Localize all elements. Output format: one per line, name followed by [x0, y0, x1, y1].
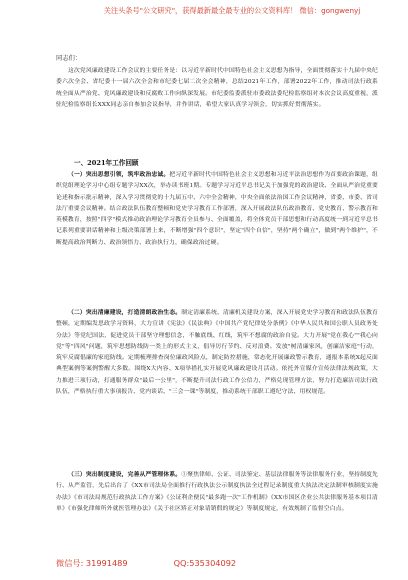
paragraph-3-body: ①聚焦律师、公证、司法鉴定、基层法律服务等法律服务行业，坚持制度先行、从严监管，先后出台了《XX市司法局全面推行行政执法公示制度执法全过程记录制度重大执法决定法制审核制度实施办法》《市司法局规范行政执法工作方案》《公证利企便民"最多跑一次"工作机制》《XX市国区企业公共法律服务基本项目清单》《市强化律师所外就医管理办法》《关于社区矫正对象请销假的规定》等制度规定，有效规制了监督空白点。 [56, 472, 378, 512]
review-paragraph-2 [56, 308, 378, 398]
paragraph-3-lead: （三）突出制度建设，完善从严管理体系。 [68, 472, 182, 478]
review-paragraph-3 [56, 470, 378, 550]
qq-contact: QQ:535304092 [173, 558, 237, 568]
wechat-contact: 微信号: 31991489 [56, 558, 128, 568]
paragraph-2-lead: （二）突出清廉建设，打造清朗政治生态。 [68, 310, 182, 316]
promo-banner-text: 关注头条号"公文研究"，获得最新最全最专业的公文资料库！ 微信：gongwenyj [103, 6, 361, 15]
contact-line [56, 557, 356, 569]
salutation: 同志们： [56, 55, 82, 62]
review-paragraph-1 [56, 170, 378, 249]
paragraph-1-lead: （一）突出思想引领，筑牢政治忠诚。 [68, 172, 170, 178]
paragraph-2-body: 制定清廉系统、清廉机关建设方案，深入开展党史学习教育和政法队伍教育整顿，定期编发思政学习资料，大力宣讲《宪法》《民法典》《中国共产党纪律处分条例》《中华人民共和国公职人员政务处分法》等党纪国法，促进党员干部坚守理想信念，不触底线、红线，筑牢不想腐的政治自觉。大力开展"党在我心""我心向党"等"四风"问题，筑牢思想防线防一类上的形式主义，倡导厉行节约、反对浪费。发放"树清廉家风，创廉洁家庭"行动，筑牢反腐倡廉的家庭防线。定期梳理排查岗位廉政风险点，制定防控措施，常态化开展廉政警示教育，通报本系统X起反面典型案例等案例警醒大多数。围绕X大内容、X项举措扎实开展党风廉政建设月活动。依托外宣媒介宣传法律法规政策，大力推进三项行动，打通服务群众"最后一公里"，不断提升司法行政工作公信力，严格兑现管理方法，努力打造廉洁司法行政队伍，严格执行重大事项报告、党内谈话、"三会一课"等制度，推动系统干部职工遵纪守法、用权规范。 [56, 310, 378, 396]
intro-paragraph: 这次党风廉政建设工作会议的主要任务是：以习近平新时代中国特色社会主义思想为指导，全面贯彻落实十九届中央纪委六次全会、省纪委十一届六次全会和市纪委七届二次全会精神，总结2021年工作，部署2022年工作，推动司法行政系统全面从严治党、党风廉政建设和反腐败工作向纵深发展。市纪委监委派驻市委政法委纪检监察组对本次会议高度重视，派驻纪检监察组长XXX同志亲自参加会议指导，并作讲话，希望大家认真学习领会，切实抓好贯彻落实。 [56, 68, 378, 108]
promo-banner-top [0, 0, 408, 56]
paragraph-1-body: 把习近平新时代中国特色社会主义思想和习近平法治思想作为首要政治课题，组织党组理论学习中心组专题学习XX次，举办读书班1期。专题学习习近平总书记关于加强党的政治建设、全面从严治党重要论述和指示批示精神，深入学习贯彻党的十九届五中、六中全会精神，中央全面依法治国工作会议精神，省委、市委、省司法厅重要会议精神。结合政法队伍教育整顿和党史学习教育工作部署，深入开展政法队伍政治教育、党史教育、警示教育和英模教育，按照"四学"模式推动政治理论学习教育全员参与、全面覆盖，将全体党员干部思想和行动高度统一到习近平总书记系列重要讲话精神和上级决策部署上来，不断增强"四个意识"，坚定"四个自信"，坚持"两个确立"，做到"两个维护"，不断提高政治判断力、政治领悟力、政治执行力，确保政治过硬。 [56, 172, 378, 246]
section-heading-review: 一、2021年工作回顾 [74, 159, 139, 167]
promo-banner-bottom [0, 553, 408, 580]
